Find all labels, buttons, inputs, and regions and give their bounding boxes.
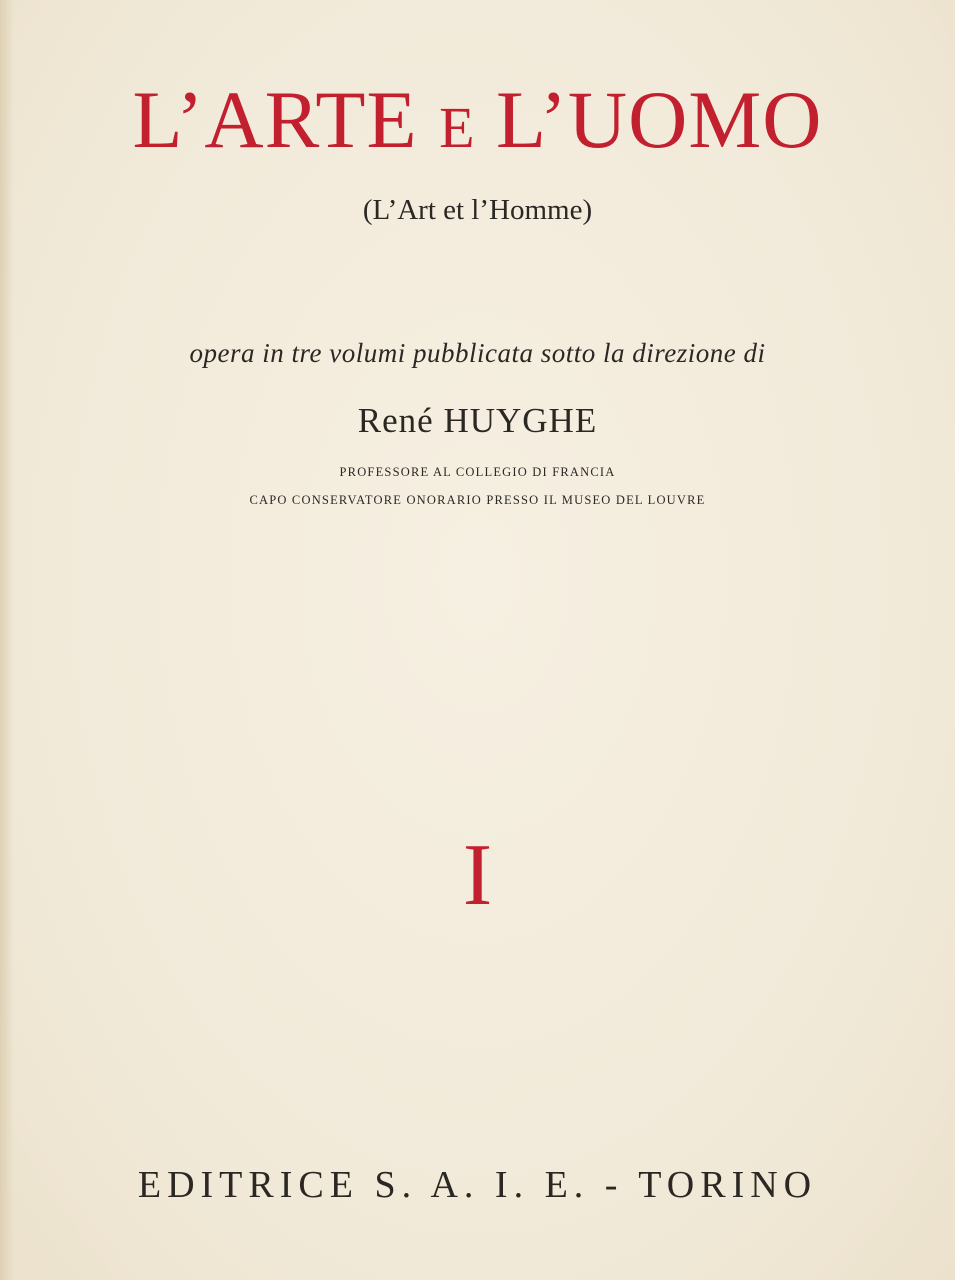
publisher-imprint: EDITRICE S. A. I. E. - TORINO: [137, 1164, 818, 1206]
volume-number: I: [462, 827, 493, 924]
author-role-1: PROFESSORE AL COLLEGIO DI FRANCIA: [339, 465, 616, 479]
author-name: René HUYGHE: [357, 401, 598, 440]
book-title: [0, 72, 955, 176]
book-title-part-2: L’UOMO: [474, 74, 823, 165]
book-subtitle: (L’Art et l’Homme): [362, 194, 593, 226]
book-title-part-1: L’ARTE: [132, 74, 440, 165]
work-description: opera in tre volumi pubblicata sotto la direzione di: [189, 338, 766, 368]
book-title-conjunction: E: [439, 95, 475, 160]
author-role-2: CAPO CONSERVATORE ONORARIO PRESSO IL MUSEO DEL LOUVRE: [249, 493, 706, 507]
